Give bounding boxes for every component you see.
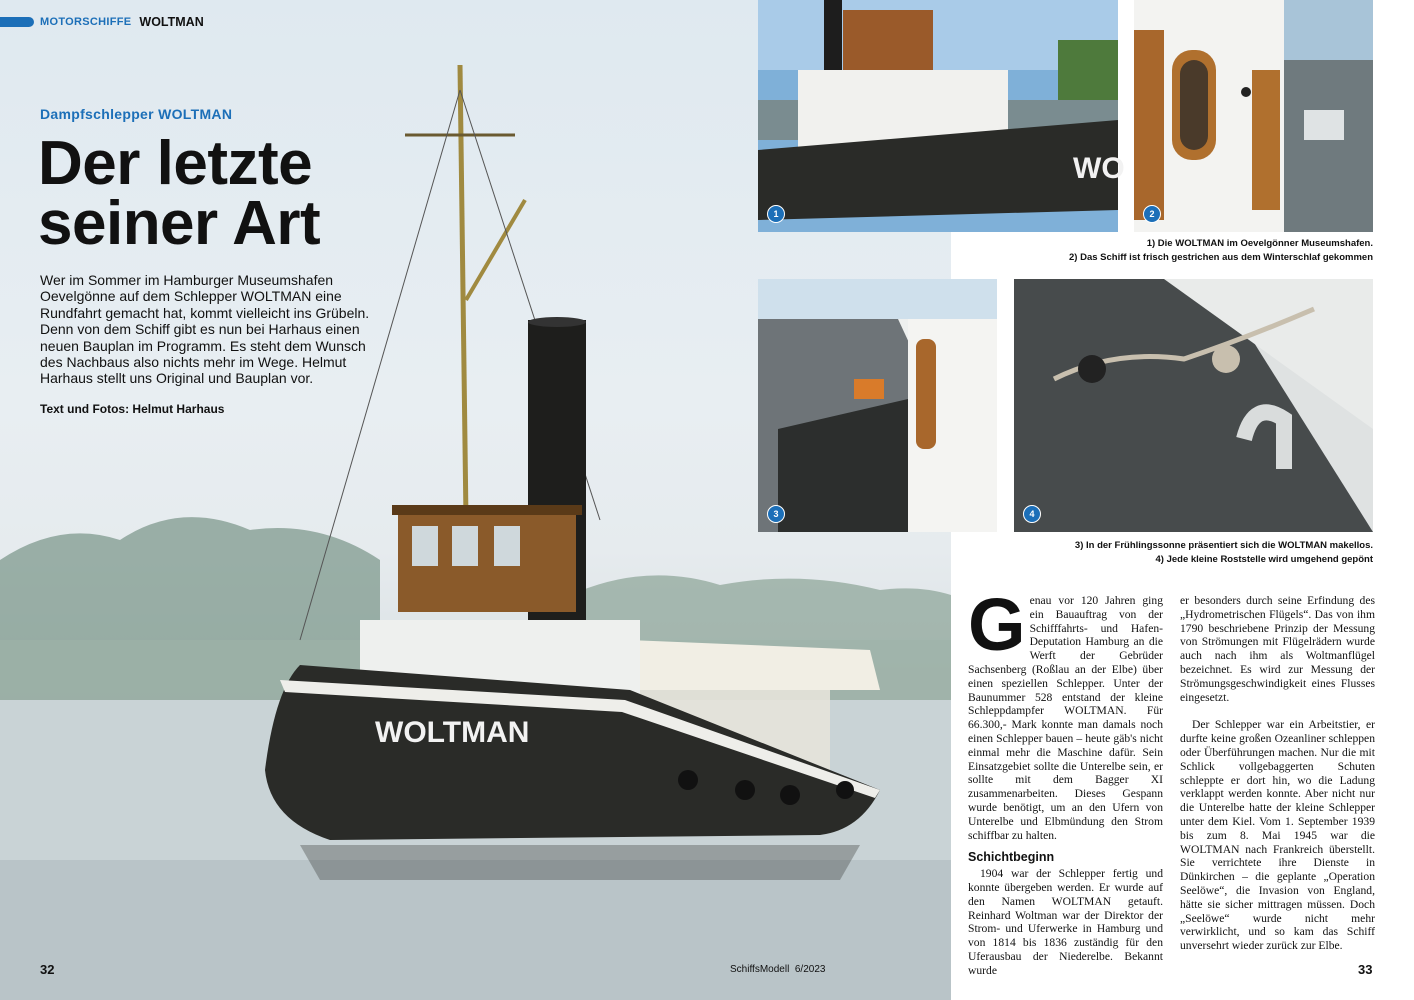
paragraph: 1904 war der Schlepper fertig und konnte übergeben werden. Er wurde auf den Namen WOLTMAN getauft. Reinhard Woltman war der Direktor der Strom- und Uferwerke in Hamburg und von 1814 bis 1836 zuständig für den Uferausbau der Niederelbe. Bekannt wurde xyxy=(968,867,1163,977)
waves-icon xyxy=(0,17,34,27)
section-category: MOTORSCHIFFE xyxy=(40,16,132,28)
magazine-name: SchiffsModell xyxy=(730,964,790,975)
title-line-2: seiner Art xyxy=(38,189,321,258)
article-byline: Text und Fotos: Helmut Harhaus xyxy=(40,402,225,416)
subheading: Schichtbeginn xyxy=(968,850,1055,865)
caption-line: 3) In der Frühlingssonne präsentiert sich die WOLTMAN makellos. xyxy=(1074,540,1373,551)
article-lead: Wer im Sommer im Hamburger Museumshafen Oevelgönne auf dem Schlepper WOLTMAN eine Rundfahrt gemacht hat, kommt vielleicht ins Grübeln. Denn von dem Schiff gibt es nun bei Harhaus einen neuen Bauplan im Programm. Es steht dem Wunsch des Nachbaus also nichts mehr im Wege. Helmut Harhaus stellt uns Original und Bauplan vor. xyxy=(40,272,370,387)
caption-line: 4) Jede kleine Roststelle wird umgehend gepönt xyxy=(1155,554,1373,565)
dropcap: G xyxy=(968,583,1026,666)
article-column-2 xyxy=(1180,594,1375,953)
hull-name: WOLTMAN xyxy=(375,716,530,749)
article-title xyxy=(38,129,321,258)
issue-number: 6/2023 xyxy=(794,964,826,975)
caption-bottom xyxy=(1075,539,1373,567)
title-line-1: Der letzte xyxy=(38,129,313,198)
caption-line: 1) Die WOLTMAN im Oevelgönner Museumshafen. xyxy=(1146,238,1373,249)
paragraph: er besonders durch seine Erfindung des „Hydrometrischen Flügels“. Das von ihm 1790 beschriebene Prinzip der Messung von Strömungen mit Flügelrädern wurde auch nach ihm als Woltmanflügel bezeichnet. Es wird zur Messung der Strömungsgeschwindigkeit eines Flusses eingesetzt. xyxy=(1180,594,1375,704)
photo-2 xyxy=(1134,0,1373,232)
photo-4 xyxy=(1014,279,1373,532)
article-column-1 xyxy=(968,583,1163,978)
section-topic: WOLTMAN xyxy=(139,15,204,29)
article-kicker: Dampfschlepper WOLTMAN xyxy=(40,106,233,122)
photo-badge: 1 xyxy=(767,205,785,223)
magazine-footer xyxy=(730,964,825,975)
photo-badge: 2 xyxy=(1143,205,1161,223)
paragraph: Der Schlepper war ein Arbeitstier, er durfte keine großen Ozeanliner schleppen oder Überführungen machen. Nur die mit Schlick vollgebaggerten Schuten schleppte er dort hin, wo die Ladung verklappt werden konnte. Aber nicht nur die Unterelbe hatte der kleine Schlepper unter dem Kiel. Vom 1. September 1939 bis zum 8. Mai 1945 war die WOLTMAN nach Frankreich überstellt. Sie verrichtete ihre Dienste in Dünkirchen – die geplante „Operation Seelöwe“, die Invasion von England, hätte sie sicher mittragen müssen. Doch „Seelöwe“ wurde nicht mehr verwirklicht, und so kam das Schiff unversehrt wieder zurück zur Elbe. xyxy=(1180,718,1375,953)
photo-badge: 3 xyxy=(767,505,785,523)
photo-1 xyxy=(758,0,1125,232)
caption-top xyxy=(1069,237,1373,265)
caption-line: 2) Das Schiff ist frisch gestrichen aus dem Winterschlaf gekommen xyxy=(1069,252,1373,263)
section-header xyxy=(0,14,204,30)
photo-badge: 4 xyxy=(1023,505,1041,523)
page-number-right: 33 xyxy=(1358,962,1373,977)
paragraph: enau vor 120 Jahren ging ein Bauauftrag von der Schifffahrts- und Hafen-Deputation Hamburg an die Werft der Gebrüder Sachsenberg (Roßlau an der Elbe) über einen speziellen Schlepper. Unter der Baunummer 528 entstand der kleine Schleppdampfer WOLTMAN. Für 66.300,- Mark konnte man damals noch einen Schlepper bauen – heute gäb's nicht einmal mehr die Maschine dafür. Sein Einsatzgebiet sollte die Unterelbe sein, er sollte mit dem Bagger XI zusammenarbeiten. Dieses Gespann wurde benötigt, um an den Ufern von Unterelbe und Elbmündung den Strom schiffbar zu halten. xyxy=(968,594,1163,842)
page-number-left: 32 xyxy=(40,962,55,977)
svg-text:WO: WO xyxy=(1073,152,1125,185)
photo-3 xyxy=(758,279,997,532)
